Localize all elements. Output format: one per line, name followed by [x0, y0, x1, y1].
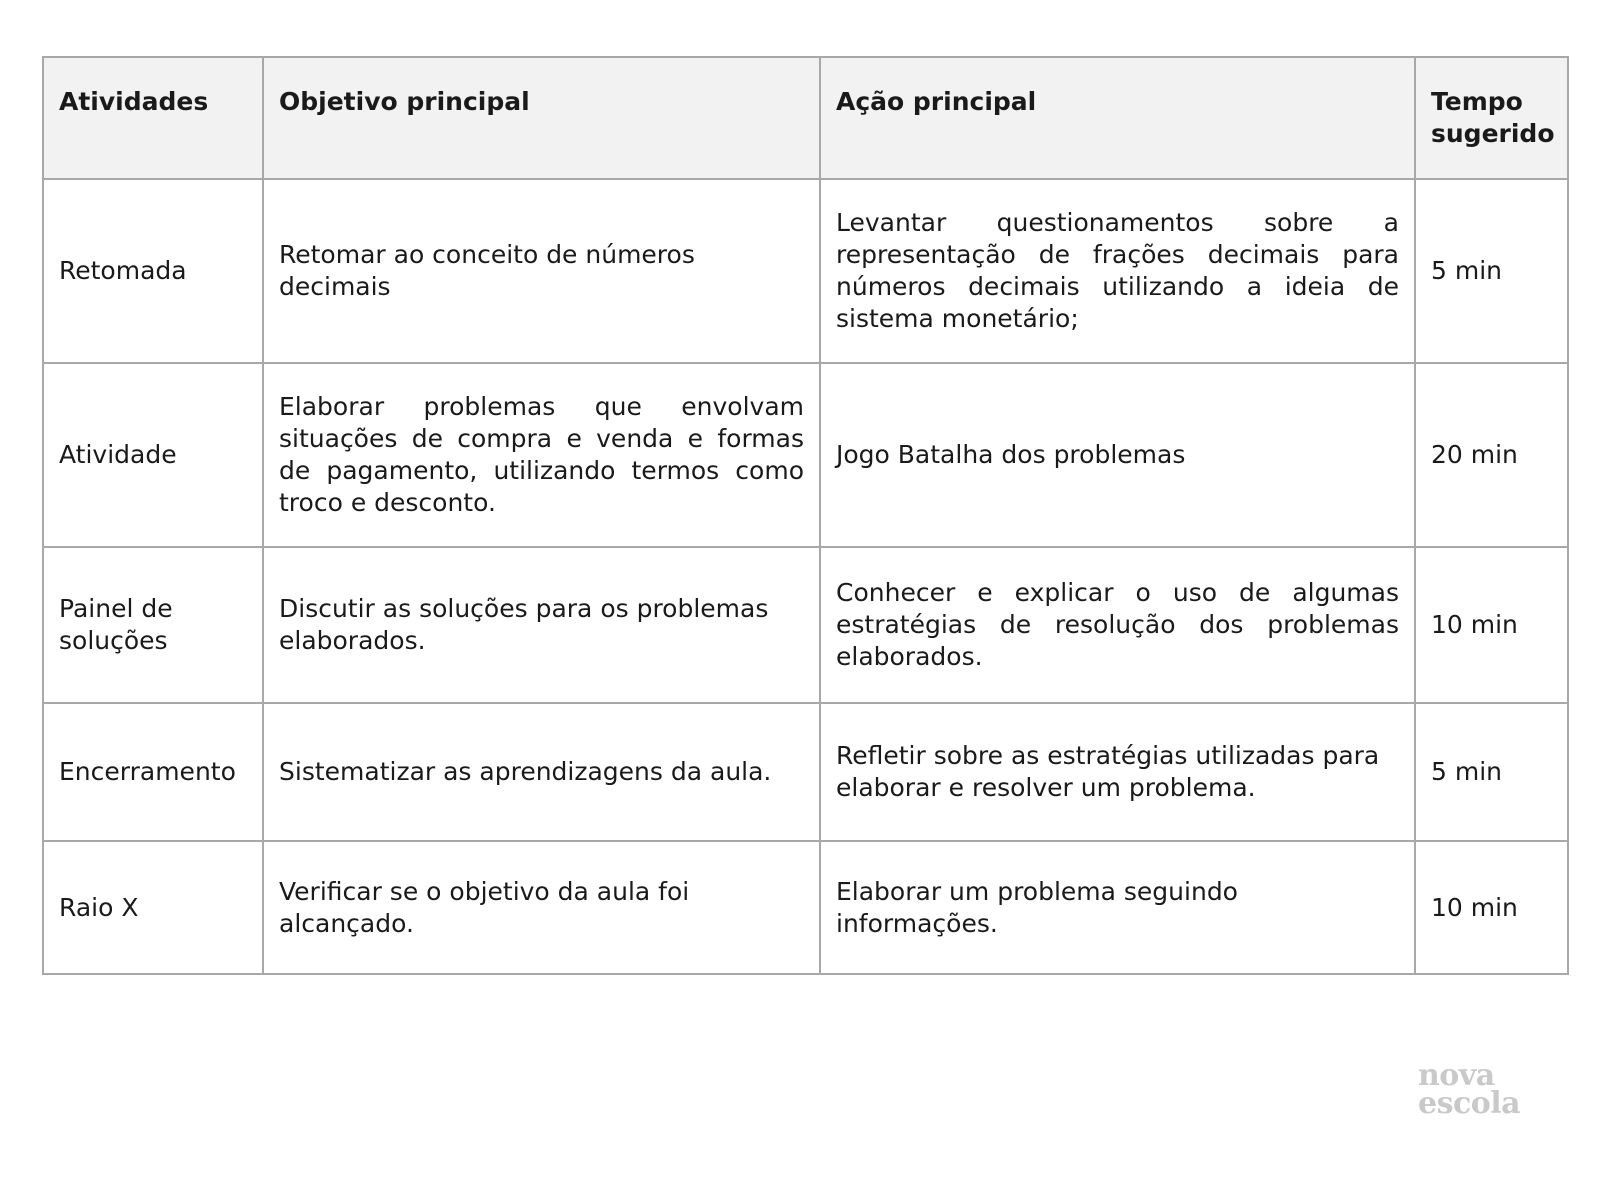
cell-atividade: Atividade [43, 363, 263, 547]
header-acao-principal: Ação principal [820, 57, 1415, 179]
cell-objetivo: Sistematizar as aprendizagens da aula. [263, 703, 820, 841]
table-header-row [43, 57, 1568, 179]
cell-acao: Refletir sobre as estratégias utilizadas para elaborar e resolver um problema. [820, 703, 1415, 841]
table-row [43, 841, 1568, 974]
cell-tempo: 10 min [1415, 547, 1568, 703]
lesson-plan-table [42, 56, 1569, 975]
cell-atividade: Painel de soluções [43, 547, 263, 703]
table-row [43, 179, 1568, 363]
cell-objetivo: Verificar se o objetivo da aula foi alcançado. [263, 841, 820, 974]
table-row [43, 363, 1568, 547]
header-tempo-sugerido: Tempo sugerido [1415, 57, 1568, 179]
cell-tempo: 5 min [1415, 179, 1568, 363]
cell-acao: Conhecer e explicar o uso de algumas estratégias de resolução dos problemas elaborados. [820, 547, 1415, 703]
cell-tempo: 20 min [1415, 363, 1568, 547]
cell-objetivo: Retomar ao conceito de números decimais [263, 179, 820, 363]
header-objetivo-principal: Objetivo principal [263, 57, 820, 179]
cell-objetivo: Discutir as soluções para os problemas elaborados. [263, 547, 820, 703]
table-row [43, 547, 1568, 703]
cell-acao: Levantar questionamentos sobre a representação de frações decimais para números decimais utilizando a ideia de sistema monetário; [820, 179, 1415, 363]
logo-line-escola: escola [1418, 1086, 1521, 1121]
nova-escola-logo [1418, 1058, 1548, 1121]
cell-atividade: Raio X [43, 841, 263, 974]
cell-tempo: 10 min [1415, 841, 1568, 974]
cell-tempo: 5 min [1415, 703, 1568, 841]
cell-atividade: Retomada [43, 179, 263, 363]
cell-atividade: Encerramento [43, 703, 263, 841]
cell-acao: Jogo Batalha dos problemas [820, 363, 1415, 547]
cell-objetivo: Elaborar problemas que envolvam situações de compra e venda e formas de pagamento, utilizando termos como troco e desconto. [263, 363, 820, 547]
cell-acao: Elaborar um problema seguindo informações. [820, 841, 1415, 974]
header-atividades: Atividades [43, 57, 263, 179]
logo-line-nova: nova [1418, 1058, 1495, 1093]
table-row [43, 703, 1568, 841]
